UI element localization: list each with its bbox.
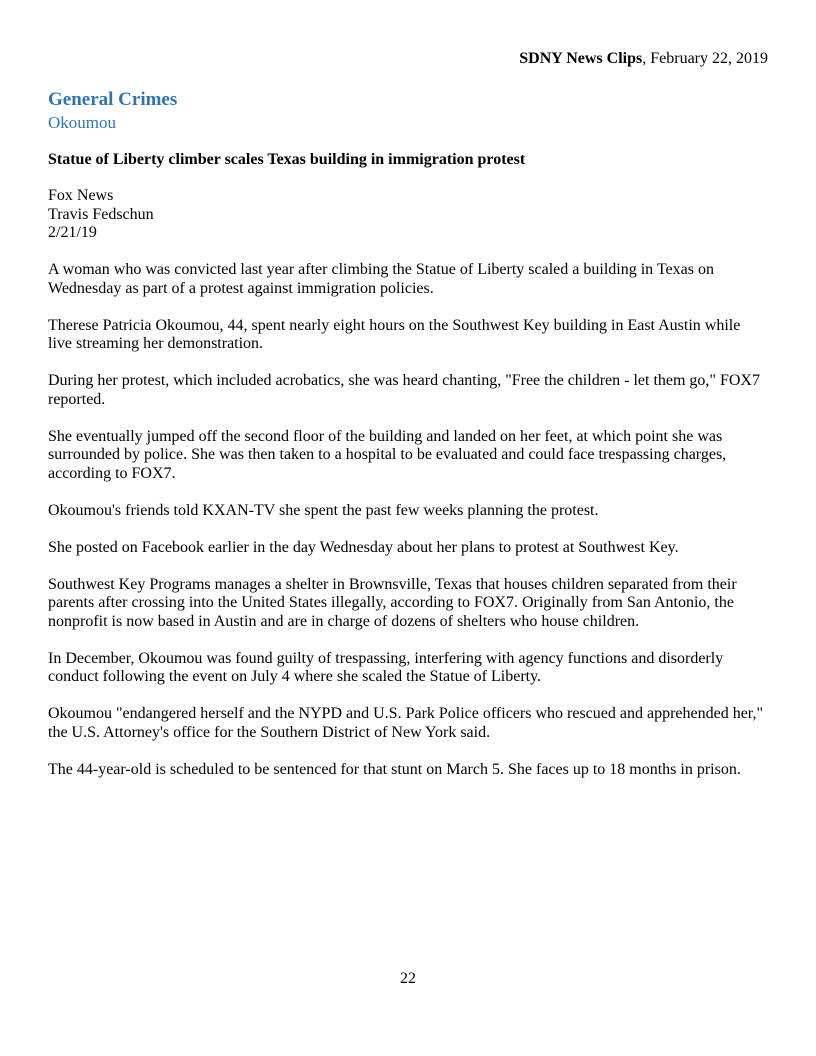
- page-number: 22: [400, 970, 416, 987]
- header-title: SDNY News Clips: [519, 50, 643, 67]
- article-paragraph: During her protest, which included acrobatics, she was heard chanting, "Free the children - let them go," FOX7 reported.: [48, 372, 760, 408]
- document-header: [48, 50, 768, 69]
- article-paragraph: She posted on Facebook earlier in the day Wednesday about her plans to protest at Southwest Key.: [48, 538, 679, 556]
- article-paragraph: She eventually jumped off the second floor of the building and landed on her feet, at which point she was surrounded by police. She was then taken to a hospital to be evaluated and could face trespassing charges, according to FOX7.: [48, 427, 727, 482]
- article-paragraph: In December, Okoumou was found guilty of trespassing, interfering with agency functions and disorderly conduct following the event on July 4 where she scaled the Statue of Liberty.: [48, 649, 724, 685]
- article-paragraph: Okoumou "endangered herself and the NYPD and U.S. Park Police officers who rescued and apprehended her," the U.S. Attorney's office for the Southern District of New York said.: [48, 705, 764, 741]
- article-paragraph: Southwest Key Programs manages a shelter in Brownsville, Texas that houses children separated from their parents after crossing into the United States illegally, according to FOX7. Originally from San Antonio, the nonprofit is now based in Austin and are in charge of dozens of shelters who house children.: [48, 575, 737, 630]
- article-headline: Statue of Liberty climber scales Texas building in immigration protest: [48, 150, 526, 168]
- article-author: Travis Fedschun: [48, 205, 154, 223]
- section-heading: General Crimes: [48, 88, 178, 110]
- header-date: , February 22, 2019: [642, 50, 768, 67]
- article-paragraph: Therese Patricia Okoumou, 44, spent nearly eight hours on the Southwest Key building in East Austin while live streaming her demonstration.: [48, 316, 741, 352]
- article-paragraph: Okoumou's friends told KXAN-TV she spent the past few weeks planning the protest.: [48, 501, 599, 519]
- article-paragraph: The 44-year-old is scheduled to be sentenced for that stunt on March 5. She faces up to 18 months in prison.: [48, 760, 741, 778]
- article-paragraph: A woman who was convicted last year after climbing the Statue of Liberty scaled a building in Texas on Wednesday as part of a protest against immigration policies.: [48, 261, 714, 297]
- article-date: 2/21/19: [48, 224, 97, 241]
- article-source: Fox News: [48, 187, 114, 204]
- article-byline: [48, 187, 768, 243]
- section-subheading: Okoumou: [48, 112, 116, 132]
